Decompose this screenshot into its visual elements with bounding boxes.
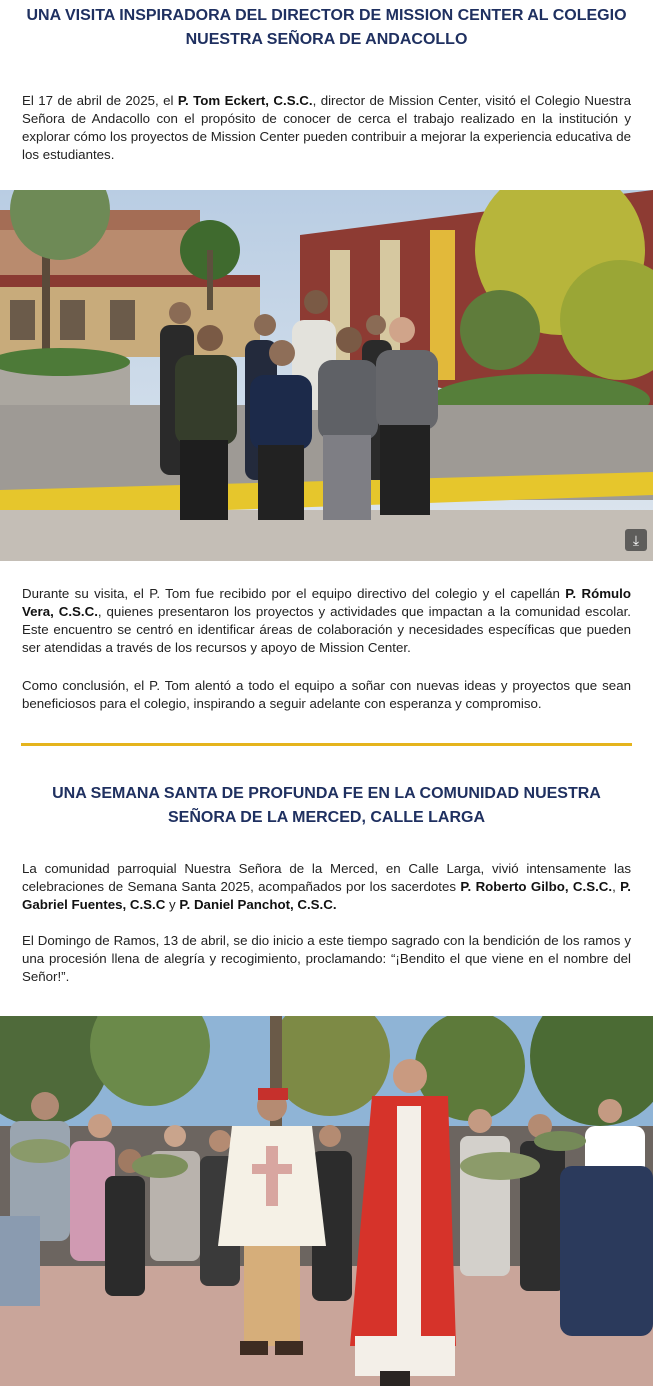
- article-paragraph: Durante su visita, el P. Tom fue recibido por el equipo directivo del colegio y el capellán P. Rómulo Vera, C.S.C., quienes presentaron los proyectos y actividades que impactan a la comunidad escolar. Este encuentro se centró en identificar áreas de colaboración y necesidades específicas que pueden ser atendidas a través de los recursos y apoyo de Mission Center.: [22, 586, 631, 655]
- school-group-image: [0, 190, 653, 561]
- school-visit-photo: [0, 190, 653, 561]
- article-title: UNA SEMANA SANTA DE PROFUNDA FE EN LA COMUNIDAD NUESTRA SEÑORA DE LA MERCED, CALLE LARGA: [52, 785, 601, 826]
- download-icon[interactable]: ⤓: [625, 529, 647, 551]
- article-paragraph: El Domingo de Ramos, 13 de abril, se dio inicio a este tiempo sagrado con la bendición de los ramos y una procesión llena de alegría y recogimiento, proclamando: “¡Bendito el que viene en el nombre del Señor!”.: [22, 933, 631, 984]
- procession-image: [0, 1016, 653, 1386]
- person-name: P. Roberto Gilbo, C.S.C.: [460, 879, 613, 894]
- person-name: P. Rómulo Vera, C.S.C.: [22, 586, 631, 619]
- palm-sunday-photo: [0, 1016, 653, 1386]
- article-title: UNA VISITA INSPIRADORA DEL DIRECTOR DE MISSION CENTER AL COLEGIO NUESTRA SEÑORA DE ANDACOLLO: [26, 7, 627, 48]
- person-name: P. Daniel Panchot, C.S.C.: [179, 897, 337, 912]
- person-name: P. Gabriel Fuentes, C.S.C: [22, 879, 632, 912]
- person-name: P. Tom Eckert, C.S.C.: [177, 93, 313, 108]
- article-paragraph: La comunidad parroquial Nuestra Señora de la Merced, en Calle Larga, vivió intensamente las celebraciones de Semana Santa 2025, acompañados por los sacerdotes P. Roberto Gilbo, C.S.C., P. Gabriel Fuentes, C.S.C y P. Daniel Panchot, C.S.C.: [22, 861, 632, 912]
- article-paragraph: Como conclusión, el P. Tom alentó a todo el equipo a soñar con nuevas ideas y proyectos que sean beneficiosos para el colegio, inspirando a seguir adelante con esperanza y compromiso.: [22, 678, 631, 711]
- article-paragraph: El 17 de abril de 2025, el P. Tom Eckert, C.S.C., director de Mission Center, visitó el Colegio Nuestra Señora de Andacollo con el propósito de conocer de cerca el trabajo realizado en la institución y explorar cómo los proyectos de Mission Center pueden contribuir a mejorar la experiencia educativa de los estudiantes.: [22, 93, 631, 162]
